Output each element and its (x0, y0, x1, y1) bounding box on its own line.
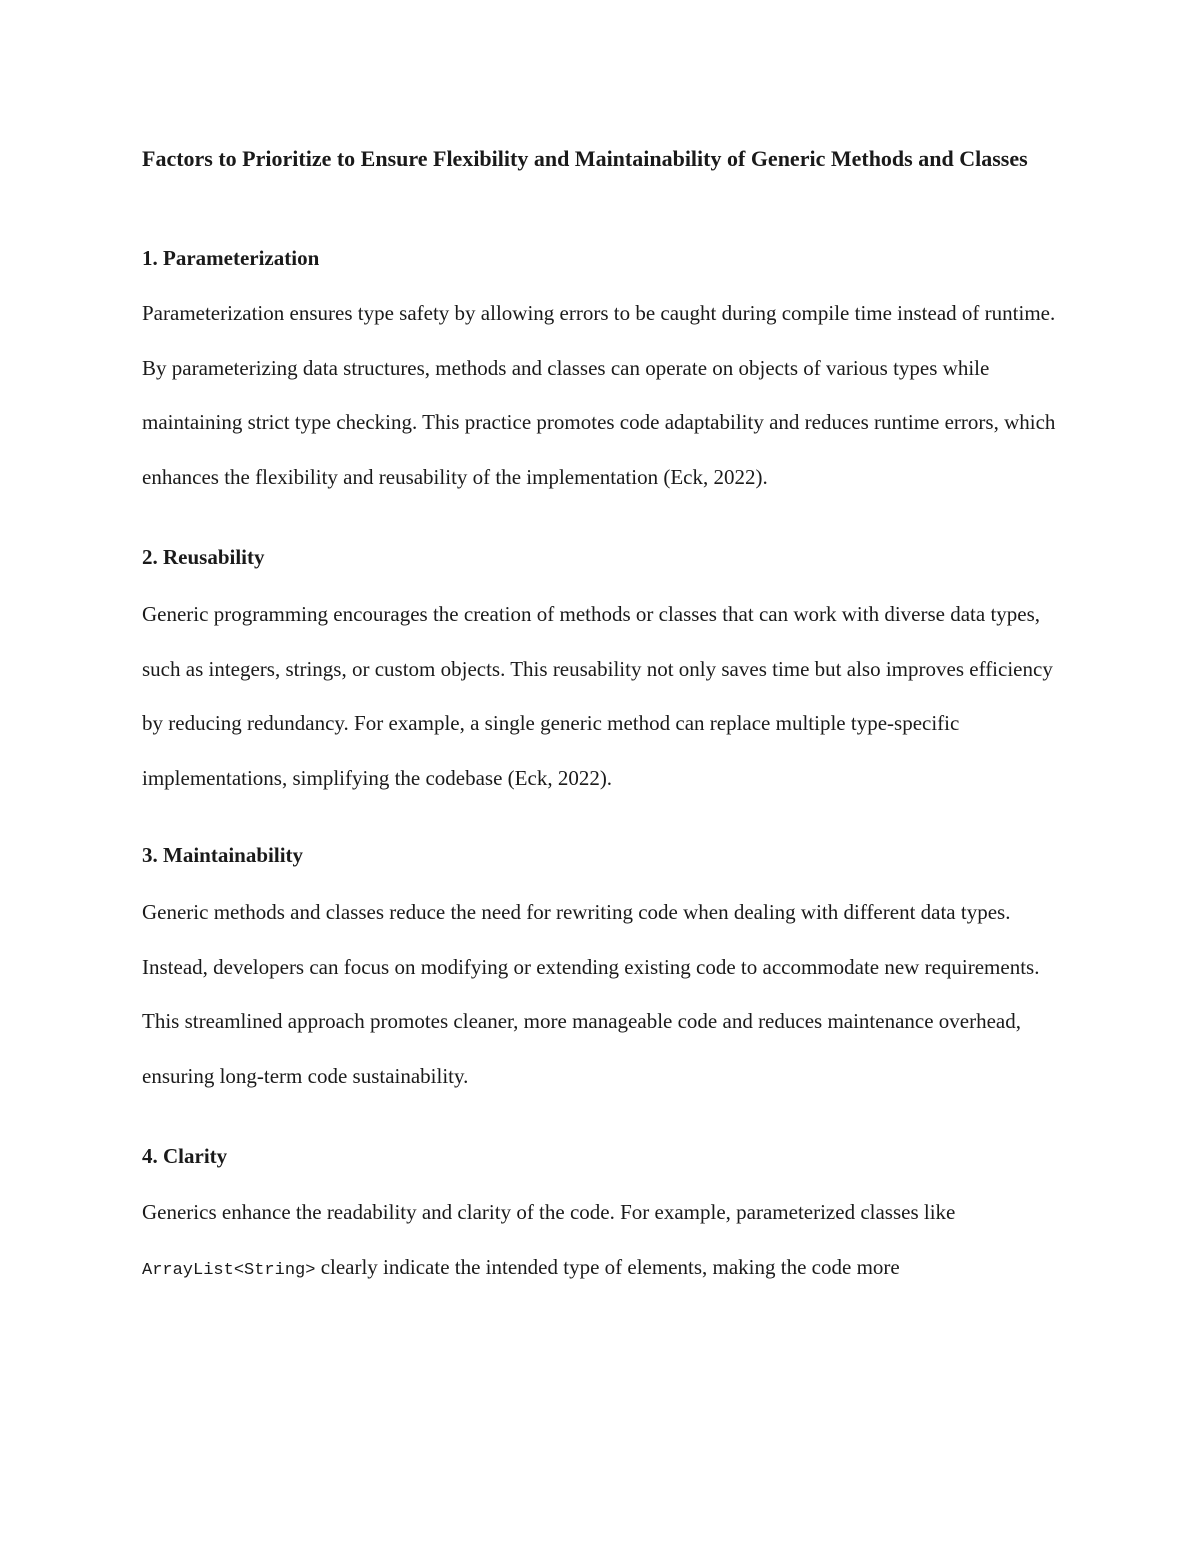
clarity-rest-text: clearly indicate the intended type of elements, making the code more (320, 1254, 900, 1279)
section-heading-parameterization: 1. Parameterization (142, 246, 320, 270)
clarity-intro-text: Generics enhance the readability and clarity of the code. For example, parameterized classes like (142, 1200, 956, 1224)
document-page (142, 128, 1062, 1298)
section-body-clarity (142, 1185, 1062, 1298)
section-heading-reusability: 2. Reusability (142, 545, 265, 569)
section-body-parameterization: Parameterization ensures type safety by allowing errors to be caught during compile time instead of runtime. By parameterizing data structures, methods and classes can operate on objects of various types while maintaining strict type checking. This practice promotes code adaptability and reduces runtime errors, which enhances the flexibility and reusability of the implementation (Eck, 2022). (142, 301, 1056, 489)
section-heading-clarity: 4. Clarity (142, 1144, 228, 1168)
document-title: Factors to Prioritize to Ensure Flexibility and Maintainability of Generic Methods and Classes (142, 146, 1028, 171)
section-heading-maintainability: 3. Maintainability (142, 843, 304, 867)
section-body-maintainability: Generic methods and classes reduce the need for rewriting code when dealing with different data types. Instead, developers can focus on modifying or extending existing code to accommodate new requirements. This streamlined approach promotes cleaner, more manageable code and reduces maintenance overhead, ensuring long-term code sustainability. (142, 900, 1040, 1088)
section-body-reusability: Generic programming encourages the creation of methods or classes that can work with diverse data types, such as integers, strings, or custom objects. This reusability not only saves time but also improves efficiency by reducing redundancy. For example, a single generic method can replace multiple type-specific implementations, simplifying the codebase (Eck, 2022). (142, 602, 1053, 790)
code-snippet: ArrayList<String> (142, 1260, 316, 1280)
